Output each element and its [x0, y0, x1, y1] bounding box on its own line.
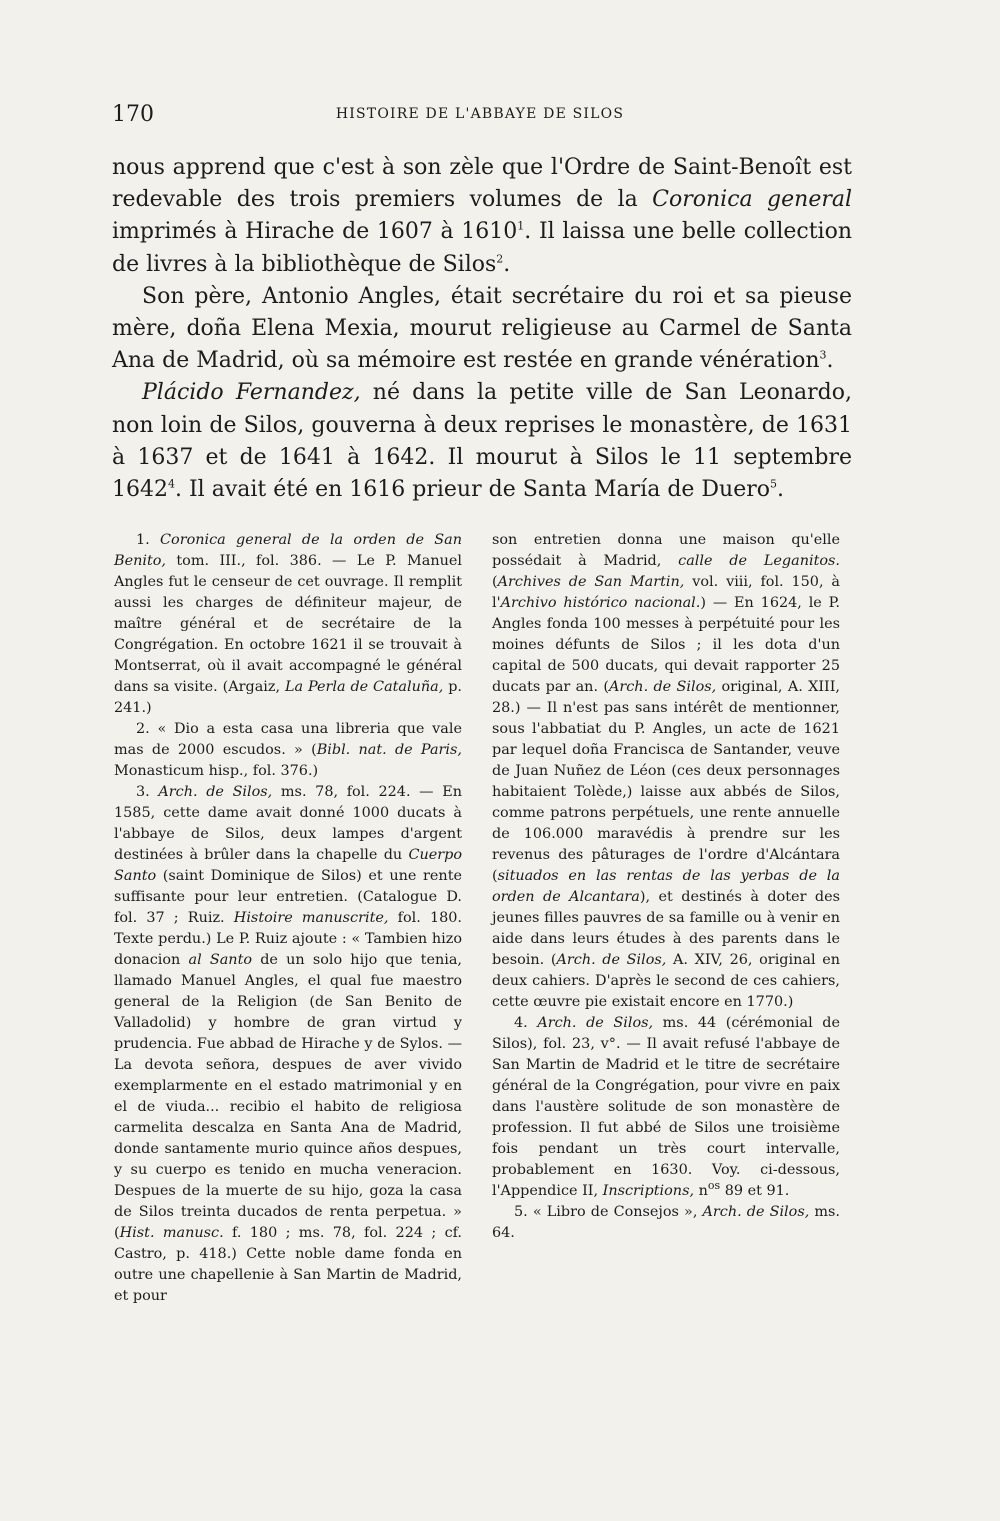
footnote-ref-4: 4 — [168, 477, 175, 491]
page-number: 170 — [112, 102, 154, 127]
footnote-5: 5. « Libro de Consejos », Arch. de Silos, ms. 64. — [492, 1204, 840, 1241]
running-title: HISTOIRE DE L'ABBAYE DE SILOS — [335, 106, 625, 122]
footnote-ref-2: 2 — [496, 252, 504, 266]
footnote-3-continued: son entretien donna une maison qu'elle possédait à Madrid, calle de Leganitos. (Archives de San Martin, vol. viii, fol. 150, à l'Archivo histórico nacional.) — En 1624, le P. Angles fonda 100 messes à perpétuité pour les moines défunts de Silos ; il les dota d'un capital de 500 ducats, qui devait rapporter 25 ducats par an. (Arch. de Silos, original, A. XIII, 28.) — Il n'est pas sans intérêt de mentionner, sous l'abbatiat du P. Angles, un acte de 1621 par lequel doña Francisca de Santander, veuve de Juan Nuñez de Léon (ces deux personnages habitaient Tolède,) laisse aux abbés de Silos, comme patrons perpétuels, une rente annuelle de 106.000 maravédis à prendre sur les revenus des pâturages de l'ordre d'Alcántara (situados en las rentas de las yerbas de la orden de Alcantara), et destinés à doter des jeunes filles pauvres de sa famille ou à venir en aide dans leurs études à des parents dans le besoin. (Arch. de Silos, A. XIV, 26, original en deux cahiers. D'après le second de ces cahiers, cette œuvre pie existait encore en 1770.) — [492, 532, 841, 1010]
footnotes-left-column — [114, 530, 462, 1307]
footnote-ref-1: 1 — [517, 220, 525, 234]
footnote-ref-3: 3 — [819, 348, 827, 362]
footnote-ref-5: 5 — [770, 477, 777, 491]
footnotes-right-column — [492, 530, 840, 1244]
footnote-3: 3. Arch. de Silos, ms. 78, fol. 224. — En 1585, cette dame avait donné 1000 ducats à l'abbaye de Silos, deux lampes d'argent destinées à brûler dans la chapelle du Cuerpo Santo (saint Dominique de Silos) et une rente suffisante pour leur entretien. (Catalogue D. fol. 37 ; Ruiz. Histoire manuscrite, fol. 180. Texte perdu.) Le P. Ruiz ajoute : « Tambien hizo donacion al Santo de un solo hijo que tenia, llamado Manuel Angles, el qual fue maestro general de la Religion (de San Benito de Valladolid) y hombre de gran virtud y prudencia. Fue abbad de Hirache y de Sylos. — La devota señora, despues de aver vivido exemplarmente en el estado matrimonial y en el de viuda... recibio el habito de religiosa carmelita descalza en Santa Ana de Madrid, donde santamente murio quince años despues, y su cuerpo es tenido en mucha veneracion. Despues de la muerte de su hijo, goza la casa de Silos treinta ducados de renta perpetua. » (Hist. manusc. f. 180 ; ms. 78, fol. 224 ; cf. Castro, p. 418.) Cette noble dame fonda en outre une chapellenie à San Martin de Madrid, et pour — [114, 784, 463, 1304]
footnote-1: 1. Coronica general de la orden de San Benito, tom. III., fol. 386. — Le P. Manuel Angles fut le censeur de cet ouvrage. Il remplit aussi les charges de définiteur majeur, de maître général et de secrétaire de la Congrégation. En octobre 1621 il se trouvait à Montserrat, où il avait accompagné le général dans sa visite. (Argaiz, La Perla de Cataluña, p. 241.) — [114, 532, 462, 716]
paragraph-2: Son père, Antonio Angles, était secrétaire du roi et sa pieuse mère, doña Elena Mexia, mourut religieuse au Carmel de Santa Ana de Madrid, où sa mémoire est restée en grande vénération$^3$. — [112, 283, 852, 374]
footnote-4: 4. Arch. de Silos, ms. 44 (cérémonial de Silos), fol. 23, v°. — Il avait refusé l'abbaye de San Martin de Madrid et le titre de secrétaire général de la Congrégation, pour vivre en paix dans l'austère solitude de son monastère de profession. Il fut abbé de Silos une troisième fois pendant un très court intervalle, probablement en 1630. Voy. ci-dessous, l'Appendice II, Inscriptions, $n^{os}$ 89 et 91. — [492, 1015, 840, 1199]
paragraph-1: nous apprend que c'est à son zèle que l'Ordre de Saint-Benoît est redevable des trois premiers volumes de la Coronica general imprimés à Hirache de 1607 à 1610$^1$. Il laissa une belle collection de livres à la bibliothèque de Silos$^2$. — [112, 155, 853, 277]
running-header — [112, 102, 848, 128]
paragraph-3: Plácido Fernandez, né dans la petite ville de San Leonardo, non loin de Silos, gouverna à deux reprises le monastère, de 1631 à 1637 et de 1641 à 1642. Il mourut à Silos le 11 septembre 1642$^4$. Il avait été en 1616 prieur de Santa María de Duero$^5$. — [112, 380, 852, 503]
main-text — [112, 152, 852, 506]
footnote-2: 2. « Dio a esta casa una libreria que vale mas de 2000 escudos. » (Bibl. nat. de Paris, Monasticum hisp., fol. 376.) — [114, 721, 462, 779]
